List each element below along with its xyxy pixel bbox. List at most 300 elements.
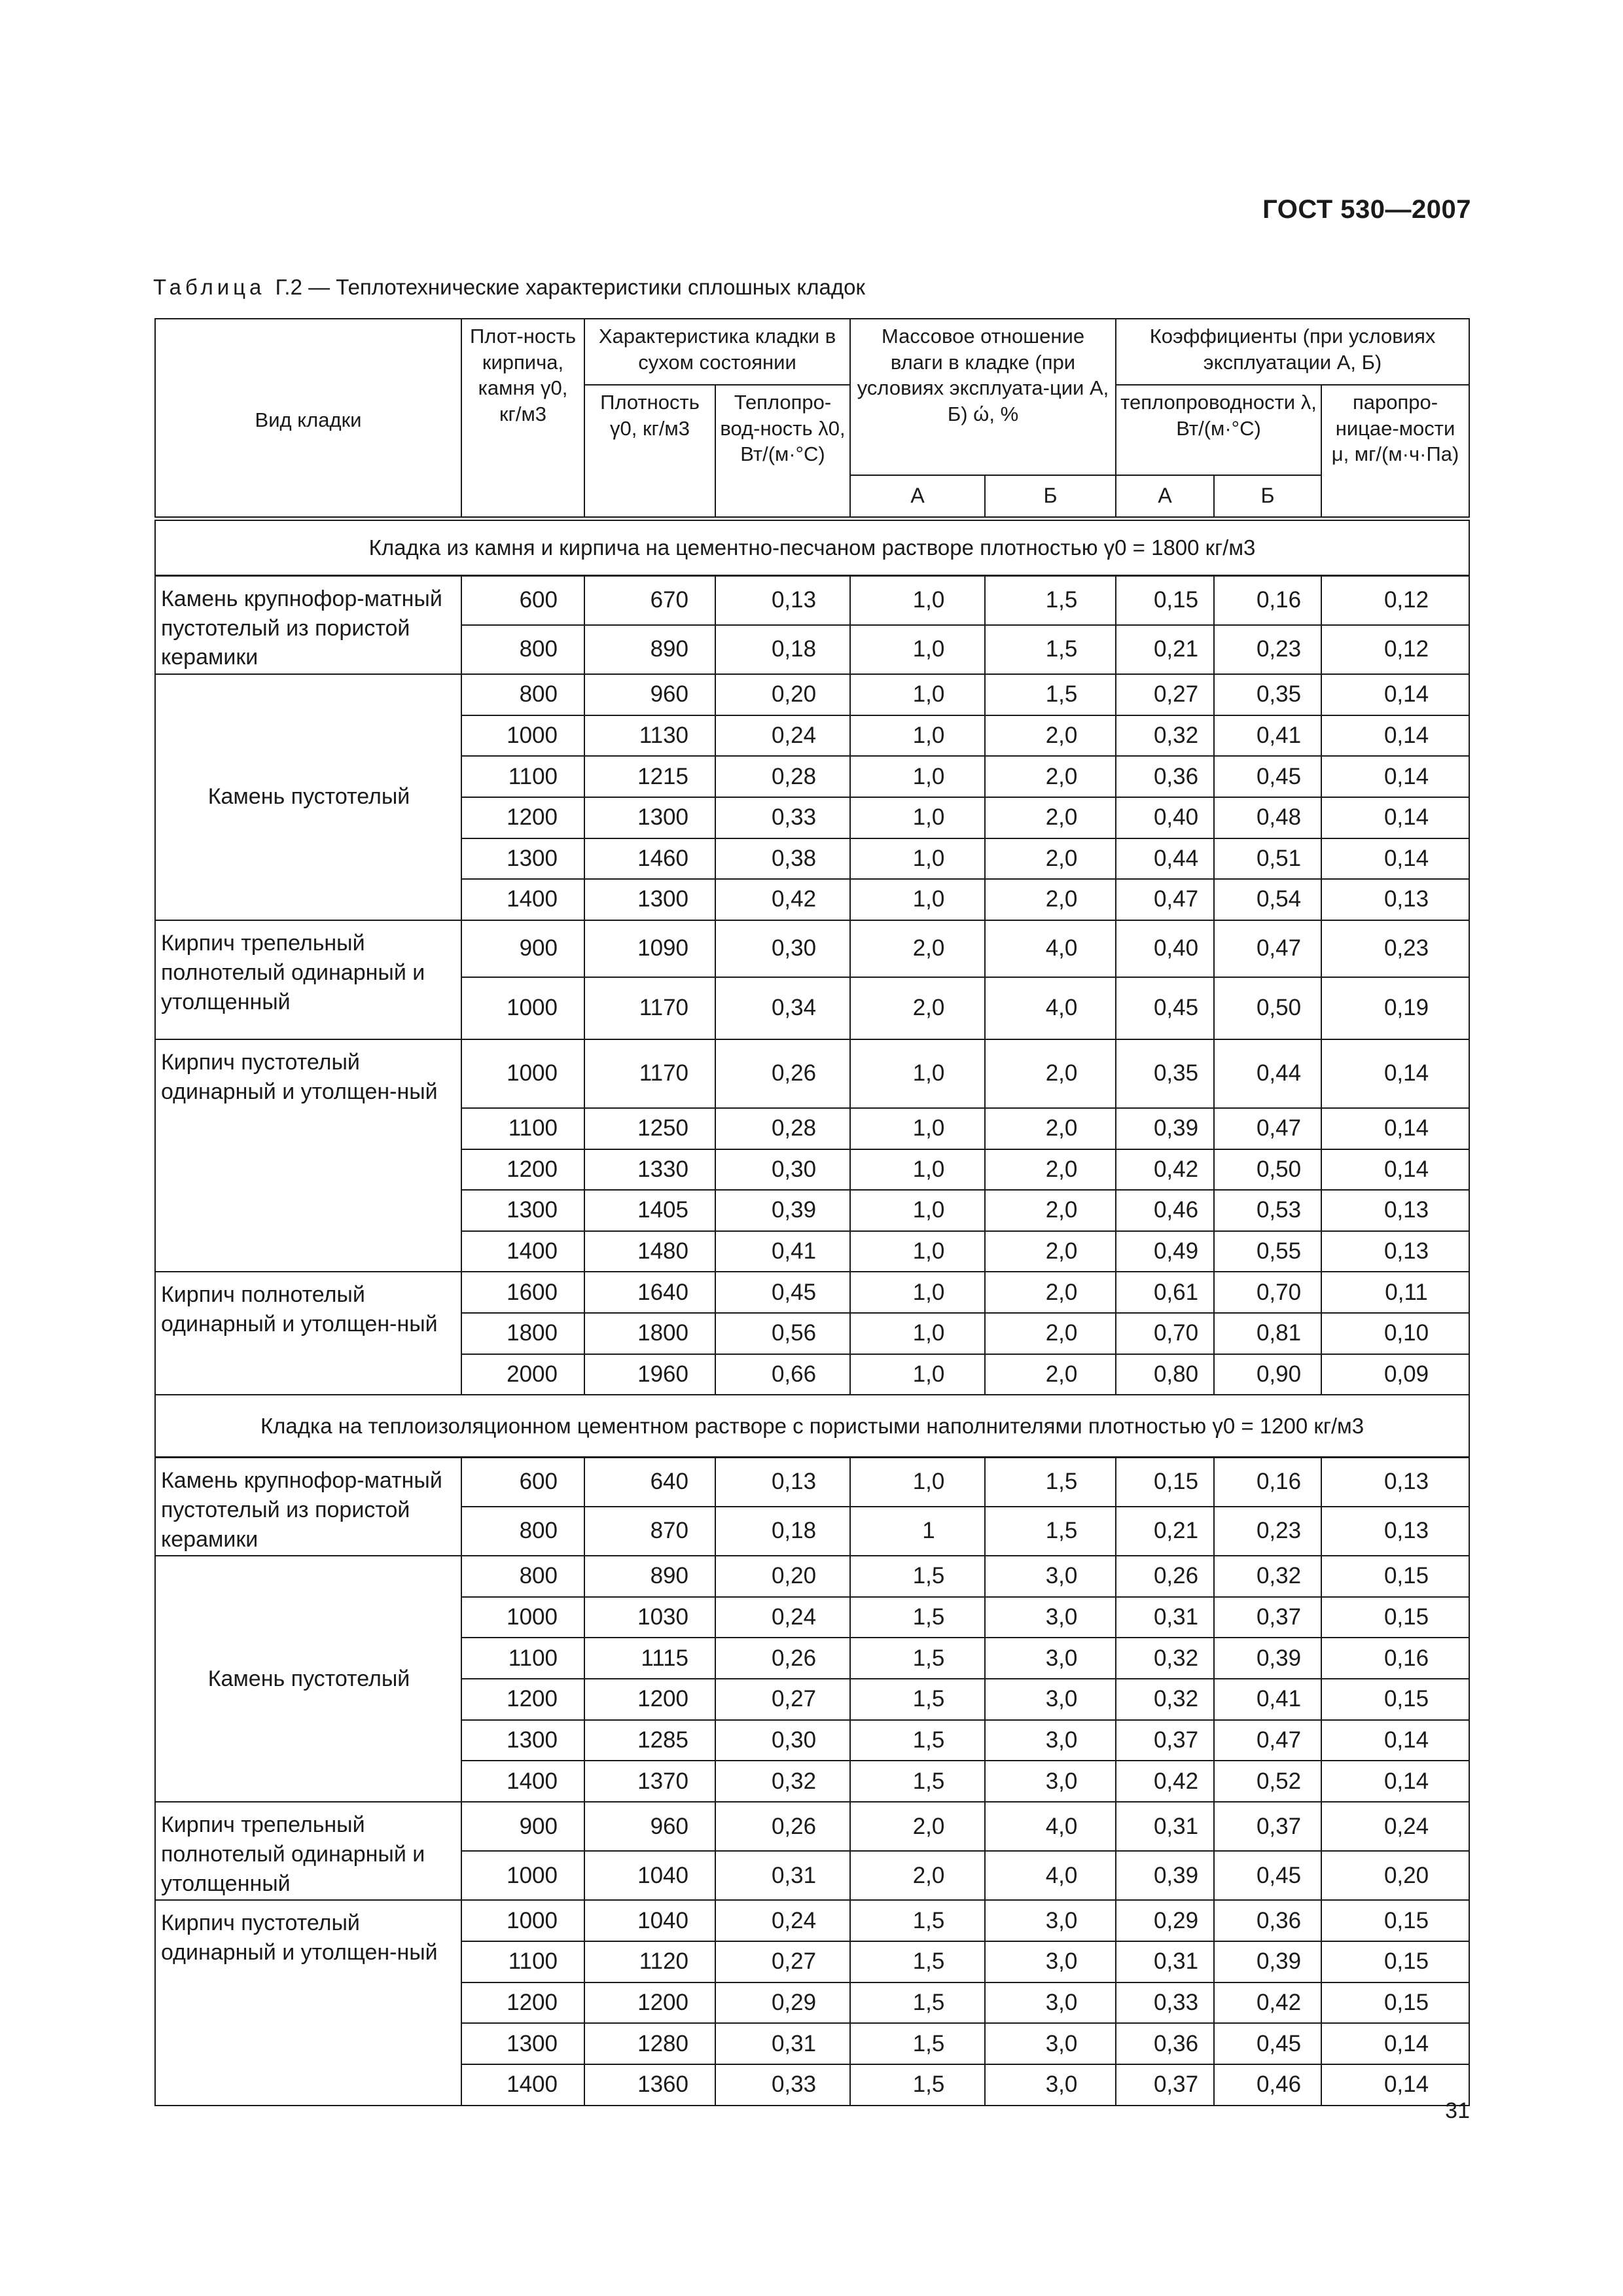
masonry-kind: Кирпич трепельный полнотелый одинарный и утолщенный	[155, 1802, 461, 1900]
header-dry-group: Характеристика кладки в сухом состоянии	[584, 319, 850, 385]
cell-dry-density: 1300	[584, 797, 715, 838]
cell-conductivity-a: 0,61	[1116, 1272, 1214, 1313]
cell-conductivity-a: 0,31	[1116, 1941, 1214, 1982]
cell-brick-density: 1100	[461, 756, 584, 797]
cell-vapor-permeability: 0,13	[1321, 879, 1469, 920]
cell-brick-density: 1400	[461, 1231, 584, 1272]
masonry-kind: Камень пустотелый	[155, 674, 461, 920]
cell-conductivity-b: 0,47	[1214, 1720, 1321, 1761]
cell-conductivity-a: 0,39	[1116, 1108, 1214, 1149]
masonry-kind: Камень пустотелый	[155, 1556, 461, 1802]
cell-vapor-permeability: 0,14	[1321, 756, 1469, 797]
cell-dry-conductivity: 0,27	[715, 1679, 850, 1720]
cell-conductivity-a: 0,80	[1116, 1354, 1214, 1395]
cell-dry-density: 870	[584, 1507, 715, 1556]
cell-dry-density: 1120	[584, 1941, 715, 1982]
header-dry-conductivity: Теплопро-вод-ность λ0, Вт/(м·°С)	[715, 385, 850, 518]
cell-vapor-permeability: 0,13	[1321, 1457, 1469, 1506]
cell-vapor-permeability: 0,13	[1321, 1190, 1469, 1231]
cell-conductivity-a: 0,26	[1116, 1556, 1214, 1597]
cell-dry-conductivity: 0,13	[715, 575, 850, 624]
cell-conductivity-a: 0,32	[1116, 715, 1214, 757]
cell-dry-conductivity: 0,45	[715, 1272, 850, 1313]
cell-brick-density: 1800	[461, 1313, 584, 1354]
cell-conductivity-a: 0,21	[1116, 1507, 1214, 1556]
cell-vapor-permeability: 0,14	[1321, 1108, 1469, 1149]
cell-brick-density: 1200	[461, 1679, 584, 1720]
cell-moisture-b: 1,5	[985, 625, 1116, 674]
cell-moisture-b: 4,0	[985, 920, 1116, 977]
cell-conductivity-a: 0,15	[1116, 1457, 1214, 1506]
cell-dry-density: 1370	[584, 1761, 715, 1802]
cell-dry-density: 1250	[584, 1108, 715, 1149]
cell-conductivity-a: 0,21	[1116, 625, 1214, 674]
header-dry-density: Плотность γ0, кг/м3	[584, 385, 715, 518]
cell-vapor-permeability: 0,15	[1321, 1900, 1469, 1941]
cell-vapor-permeability: 0,14	[1321, 715, 1469, 757]
cell-conductivity-a: 0,32	[1116, 1679, 1214, 1720]
cell-dry-density: 1360	[584, 2064, 715, 2106]
cell-brick-density: 1400	[461, 879, 584, 920]
table-caption-label: Таблица	[153, 275, 266, 299]
cell-conductivity-b: 0,47	[1214, 920, 1321, 977]
cell-brick-density: 1000	[461, 1039, 584, 1108]
cell-conductivity-a: 0,42	[1116, 1761, 1214, 1802]
cell-dry-conductivity: 0,33	[715, 2064, 850, 2106]
cell-dry-conductivity: 0,33	[715, 797, 850, 838]
masonry-kind: Камень крупнофор-матный пустотелый из пористой керамики	[155, 1457, 461, 1556]
section-row	[155, 1395, 1469, 1457]
cell-brick-density: 1400	[461, 1761, 584, 1802]
cell-moisture-b: 3,0	[985, 1982, 1116, 2024]
cell-moisture-b: 2,0	[985, 1272, 1116, 1313]
cell-dry-density: 890	[584, 625, 715, 674]
cell-moisture-a: 1,5	[850, 1761, 985, 1802]
cell-moisture-b: 3,0	[985, 1597, 1116, 1638]
cell-brick-density: 800	[461, 1556, 584, 1597]
cell-dry-conductivity: 0,66	[715, 1354, 850, 1395]
cell-brick-density: 1000	[461, 1597, 584, 1638]
cell-moisture-b: 3,0	[985, 1941, 1116, 1982]
cell-dry-density: 1090	[584, 920, 715, 977]
cell-conductivity-b: 0,41	[1214, 715, 1321, 757]
cell-moisture-b: 2,0	[985, 838, 1116, 880]
cell-conductivity-a: 0,27	[1116, 674, 1214, 715]
cell-moisture-a: 1,5	[850, 1638, 985, 1679]
cell-dry-density: 1280	[584, 2023, 715, 2064]
table-row	[155, 1802, 1469, 1851]
cell-brick-density: 800	[461, 1507, 584, 1556]
cell-conductivity-a: 0,36	[1116, 756, 1214, 797]
cell-conductivity-b: 0,16	[1214, 575, 1321, 624]
cell-conductivity-a: 0,37	[1116, 1720, 1214, 1761]
cell-conductivity-b: 0,45	[1214, 756, 1321, 797]
cell-dry-conductivity: 0,31	[715, 2023, 850, 2064]
cell-vapor-permeability: 0,14	[1321, 797, 1469, 838]
cell-brick-density: 1300	[461, 1190, 584, 1231]
cell-dry-conductivity: 0,26	[715, 1039, 850, 1108]
cell-dry-density: 1405	[584, 1190, 715, 1231]
header-kind: Вид кладки	[155, 319, 461, 518]
cell-dry-density: 670	[584, 575, 715, 624]
cell-vapor-permeability: 0,15	[1321, 1982, 1469, 2024]
cell-vapor-permeability: 0,16	[1321, 1638, 1469, 1679]
cell-conductivity-a: 0,47	[1116, 879, 1214, 920]
cell-dry-conductivity: 0,20	[715, 674, 850, 715]
thermal-characteristics-table	[154, 318, 1470, 2106]
cell-moisture-a: 2,0	[850, 1802, 985, 1851]
table-row	[155, 1457, 1469, 1506]
cell-conductivity-a: 0,49	[1116, 1231, 1214, 1272]
cell-moisture-a: 1,0	[850, 1149, 985, 1191]
cell-conductivity-a: 0,35	[1116, 1039, 1214, 1108]
cell-moisture-b: 2,0	[985, 797, 1116, 838]
cell-brick-density: 1000	[461, 1851, 584, 1900]
cell-dry-density: 1200	[584, 1982, 715, 2024]
cell-dry-conductivity: 0,27	[715, 1941, 850, 1982]
cell-brick-density: 1100	[461, 1108, 584, 1149]
cell-conductivity-b: 0,42	[1214, 1982, 1321, 2024]
cell-moisture-a: 1,0	[850, 797, 985, 838]
header-coefficient-group: Коэффициенты (при условиях эксплуатации А, Б)	[1116, 319, 1469, 385]
cell-dry-density: 1285	[584, 1720, 715, 1761]
cell-moisture-b: 1,5	[985, 1457, 1116, 1506]
cell-moisture-b: 3,0	[985, 2023, 1116, 2064]
page-number: 31	[1445, 2098, 1470, 2123]
cell-dry-density: 640	[584, 1457, 715, 1506]
cell-dry-conductivity: 0,32	[715, 1761, 850, 1802]
cell-dry-conductivity: 0,38	[715, 838, 850, 880]
cell-vapor-permeability: 0,20	[1321, 1851, 1469, 1900]
cell-moisture-b: 2,0	[985, 1354, 1116, 1395]
cell-conductivity-b: 0,50	[1214, 977, 1321, 1039]
cell-moisture-a: 1,0	[850, 838, 985, 880]
cell-moisture-a: 2,0	[850, 920, 985, 977]
cell-brick-density: 900	[461, 920, 584, 977]
section-row	[155, 518, 1469, 575]
cell-vapor-permeability: 0,12	[1321, 625, 1469, 674]
cell-brick-density: 1000	[461, 1900, 584, 1941]
cell-conductivity-a: 0,40	[1116, 797, 1214, 838]
cell-dry-density: 1030	[584, 1597, 715, 1638]
cell-conductivity-b: 0,23	[1214, 625, 1321, 674]
cell-conductivity-a: 0,44	[1116, 838, 1214, 880]
cell-conductivity-b: 0,36	[1214, 1900, 1321, 1941]
table-row	[155, 674, 1469, 715]
cell-vapor-permeability: 0,14	[1321, 2023, 1469, 2064]
cell-brick-density: 2000	[461, 1354, 584, 1395]
cell-moisture-b: 3,0	[985, 1556, 1116, 1597]
cell-dry-conductivity: 0,18	[715, 625, 850, 674]
table-row	[155, 1556, 1469, 1597]
cell-conductivity-a: 0,31	[1116, 1597, 1214, 1638]
cell-vapor-permeability: 0,15	[1321, 1597, 1469, 1638]
cell-vapor-permeability: 0,15	[1321, 1556, 1469, 1597]
cell-brick-density: 1200	[461, 797, 584, 838]
cell-brick-density: 1100	[461, 1941, 584, 1982]
cell-moisture-a: 1,0	[850, 575, 985, 624]
cell-conductivity-b: 0,45	[1214, 1851, 1321, 1900]
cell-conductivity-b: 0,46	[1214, 2064, 1321, 2106]
cell-conductivity-b: 0,50	[1214, 1149, 1321, 1191]
cell-moisture-b: 4,0	[985, 1851, 1116, 1900]
cell-dry-density: 960	[584, 674, 715, 715]
cell-dry-conductivity: 0,41	[715, 1231, 850, 1272]
cell-brick-density: 1000	[461, 715, 584, 757]
cell-conductivity-b: 0,37	[1214, 1597, 1321, 1638]
cell-moisture-a: 1,0	[850, 625, 985, 674]
cell-dry-conductivity: 0,24	[715, 1597, 850, 1638]
cell-moisture-b: 2,0	[985, 879, 1116, 920]
cell-moisture-a: 1,0	[850, 1272, 985, 1313]
cell-vapor-permeability: 0,15	[1321, 1941, 1469, 1982]
cell-moisture-b: 3,0	[985, 1761, 1116, 1802]
masonry-kind: Кирпич пустотелый одинарный и утолщен-ный	[155, 1900, 461, 2106]
cell-moisture-b: 3,0	[985, 2064, 1116, 2106]
cell-dry-conductivity: 0,28	[715, 1108, 850, 1149]
cell-brick-density: 1200	[461, 1982, 584, 2024]
cell-moisture-b: 2,0	[985, 1039, 1116, 1108]
cell-conductivity-b: 0,23	[1214, 1507, 1321, 1556]
cell-moisture-b: 2,0	[985, 756, 1116, 797]
cell-dry-conductivity: 0,56	[715, 1313, 850, 1354]
table-row	[155, 1039, 1469, 1108]
cell-conductivity-b: 0,48	[1214, 797, 1321, 838]
masonry-kind: Кирпич полнотелый одинарный и утолщен-ный	[155, 1272, 461, 1395]
cell-vapor-permeability: 0,14	[1321, 674, 1469, 715]
cell-moisture-a: 1,5	[850, 2023, 985, 2064]
cell-conductivity-b: 0,55	[1214, 1231, 1321, 1272]
cell-moisture-b: 1,5	[985, 575, 1116, 624]
cell-moisture-a: 1,5	[850, 1900, 985, 1941]
header-moisture-a: А	[850, 475, 985, 519]
table-caption	[153, 275, 865, 300]
cell-vapor-permeability: 0,14	[1321, 1720, 1469, 1761]
cell-vapor-permeability: 0,14	[1321, 2064, 1469, 2106]
cell-conductivity-a: 0,29	[1116, 1900, 1214, 1941]
cell-conductivity-a: 0,32	[1116, 1638, 1214, 1679]
cell-dry-density: 1300	[584, 879, 715, 920]
header-moisture-group: Массовое отношение влаги в кладке (при условиях эксплуата-ции А, Б) ώ, %	[850, 319, 1116, 475]
table-row	[155, 920, 1469, 977]
cell-dry-density: 1200	[584, 1679, 715, 1720]
cell-brick-density: 1400	[461, 2064, 584, 2106]
cell-vapor-permeability: 0,14	[1321, 1039, 1469, 1108]
header-conductivity: теплопроводности λ, Вт/(м·°С)	[1116, 385, 1321, 475]
cell-brick-density: 600	[461, 1457, 584, 1506]
cell-conductivity-a: 0,45	[1116, 977, 1214, 1039]
cell-dry-conductivity: 0,39	[715, 1190, 850, 1231]
cell-moisture-a: 2,0	[850, 1851, 985, 1900]
cell-conductivity-a: 0,39	[1116, 1851, 1214, 1900]
header-vapor-permeability: паропро-ницае-мости μ, мг/(м·ч·Па)	[1321, 385, 1469, 518]
cell-vapor-permeability: 0,15	[1321, 1679, 1469, 1720]
header-conductivity-a: А	[1116, 475, 1214, 519]
cell-conductivity-b: 0,16	[1214, 1457, 1321, 1506]
cell-conductivity-a: 0,46	[1116, 1190, 1214, 1231]
cell-conductivity-a: 0,36	[1116, 2023, 1214, 2064]
cell-dry-conductivity: 0,30	[715, 1720, 850, 1761]
table-row	[155, 1272, 1469, 1313]
cell-dry-density: 1480	[584, 1231, 715, 1272]
cell-dry-density: 1215	[584, 756, 715, 797]
cell-conductivity-b: 0,44	[1214, 1039, 1321, 1108]
cell-conductivity-b: 0,45	[1214, 2023, 1321, 2064]
cell-conductivity-b: 0,39	[1214, 1941, 1321, 1982]
section-title: Кладка из камня и кирпича на цементно-песчаном растворе плотностью γ0 = 1800 кг/м3	[155, 518, 1469, 575]
cell-brick-density: 600	[461, 575, 584, 624]
cell-moisture-a: 1,5	[850, 1679, 985, 1720]
cell-conductivity-a: 0,15	[1116, 575, 1214, 624]
cell-vapor-permeability: 0,09	[1321, 1354, 1469, 1395]
cell-dry-conductivity: 0,20	[715, 1556, 850, 1597]
cell-moisture-a: 1,0	[850, 1231, 985, 1272]
cell-dry-conductivity: 0,29	[715, 1982, 850, 2024]
cell-moisture-a: 1,5	[850, 1556, 985, 1597]
cell-moisture-b: 2,0	[985, 1108, 1116, 1149]
cell-brick-density: 1300	[461, 838, 584, 880]
cell-conductivity-b: 0,39	[1214, 1638, 1321, 1679]
cell-moisture-b: 3,0	[985, 1679, 1116, 1720]
cell-dry-conductivity: 0,34	[715, 977, 850, 1039]
cell-moisture-a: 1,0	[850, 1313, 985, 1354]
cell-conductivity-a: 0,42	[1116, 1149, 1214, 1191]
cell-moisture-b: 3,0	[985, 1900, 1116, 1941]
masonry-kind: Камень крупнофор-матный пустотелый из пористой керамики	[155, 575, 461, 674]
header-brick-density: Плот-ность кирпича, камня γ0, кг/м3	[461, 319, 584, 518]
cell-conductivity-b: 0,54	[1214, 879, 1321, 920]
cell-dry-conductivity: 0,28	[715, 756, 850, 797]
masonry-kind: Кирпич трепельный полнотелый одинарный и утолщенный	[155, 920, 461, 1039]
cell-brick-density: 1300	[461, 2023, 584, 2064]
cell-conductivity-b: 0,81	[1214, 1313, 1321, 1354]
cell-dry-density: 1115	[584, 1638, 715, 1679]
cell-moisture-a: 1,0	[850, 756, 985, 797]
cell-moisture-b: 1,5	[985, 1507, 1116, 1556]
table-row	[155, 575, 1469, 624]
table-row	[155, 1900, 1469, 1941]
cell-conductivity-a: 0,70	[1116, 1313, 1214, 1354]
cell-dry-conductivity: 0,26	[715, 1802, 850, 1851]
cell-moisture-b: 4,0	[985, 977, 1116, 1039]
cell-vapor-permeability: 0,14	[1321, 1761, 1469, 1802]
cell-moisture-a: 1,5	[850, 1597, 985, 1638]
document-code: ГОСТ 530—2007	[1262, 195, 1471, 224]
cell-dry-conductivity: 0,24	[715, 1900, 850, 1941]
cell-vapor-permeability: 0,13	[1321, 1231, 1469, 1272]
cell-dry-density: 1960	[584, 1354, 715, 1395]
cell-dry-conductivity: 0,30	[715, 1149, 850, 1191]
cell-moisture-b: 4,0	[985, 1802, 1116, 1851]
cell-conductivity-b: 0,51	[1214, 838, 1321, 880]
cell-moisture-a: 1,0	[850, 1108, 985, 1149]
cell-brick-density: 800	[461, 625, 584, 674]
cell-moisture-a: 1,0	[850, 1354, 985, 1395]
cell-dry-conductivity: 0,24	[715, 715, 850, 757]
cell-moisture-a: 2,0	[850, 977, 985, 1039]
cell-vapor-permeability: 0,24	[1321, 1802, 1469, 1851]
cell-dry-density: 890	[584, 1556, 715, 1597]
cell-vapor-permeability: 0,19	[1321, 977, 1469, 1039]
cell-vapor-permeability: 0,12	[1321, 575, 1469, 624]
cell-dry-conductivity: 0,42	[715, 879, 850, 920]
header-moisture-b: Б	[985, 475, 1116, 519]
cell-brick-density: 1000	[461, 977, 584, 1039]
cell-dry-density: 1130	[584, 715, 715, 757]
cell-conductivity-a: 0,31	[1116, 1802, 1214, 1851]
cell-dry-density: 960	[584, 1802, 715, 1851]
cell-conductivity-b: 0,70	[1214, 1272, 1321, 1313]
cell-moisture-a: 1,5	[850, 1941, 985, 1982]
cell-moisture-a: 1,0	[850, 674, 985, 715]
cell-dry-density: 1800	[584, 1313, 715, 1354]
cell-vapor-permeability: 0,11	[1321, 1272, 1469, 1313]
cell-moisture-b: 2,0	[985, 1231, 1116, 1272]
cell-conductivity-a: 0,37	[1116, 2064, 1214, 2106]
cell-moisture-a: 1,0	[850, 715, 985, 757]
cell-moisture-a: 1,0	[850, 1190, 985, 1231]
cell-brick-density: 800	[461, 674, 584, 715]
cell-moisture-b: 2,0	[985, 1313, 1116, 1354]
cell-moisture-a: 1,0	[850, 1039, 985, 1108]
cell-dry-conductivity: 0,13	[715, 1457, 850, 1506]
cell-moisture-b: 2,0	[985, 1190, 1116, 1231]
cell-dry-density: 1170	[584, 1039, 715, 1108]
cell-dry-density: 1640	[584, 1272, 715, 1313]
cell-dry-conductivity: 0,26	[715, 1638, 850, 1679]
cell-conductivity-a: 0,33	[1116, 1982, 1214, 2024]
cell-brick-density: 1600	[461, 1272, 584, 1313]
cell-moisture-b: 2,0	[985, 1149, 1116, 1191]
cell-conductivity-b: 0,32	[1214, 1556, 1321, 1597]
masonry-kind: Кирпич пустотелый одинарный и утолщен-ный	[155, 1039, 461, 1272]
cell-moisture-b: 2,0	[985, 715, 1116, 757]
cell-moisture-b: 1,5	[985, 674, 1116, 715]
cell-conductivity-b: 0,35	[1214, 674, 1321, 715]
cell-brick-density: 1300	[461, 1720, 584, 1761]
cell-conductivity-b: 0,90	[1214, 1354, 1321, 1395]
cell-conductivity-a: 0,40	[1116, 920, 1214, 977]
cell-dry-density: 1040	[584, 1900, 715, 1941]
cell-dry-density: 1460	[584, 838, 715, 880]
cell-conductivity-b: 0,41	[1214, 1679, 1321, 1720]
cell-moisture-a: 1	[850, 1507, 985, 1556]
cell-dry-conductivity: 0,30	[715, 920, 850, 977]
cell-vapor-permeability: 0,13	[1321, 1507, 1469, 1556]
cell-dry-conductivity: 0,18	[715, 1507, 850, 1556]
cell-moisture-a: 1,0	[850, 1457, 985, 1506]
cell-moisture-a: 1,5	[850, 2064, 985, 2106]
cell-moisture-b: 3,0	[985, 1638, 1116, 1679]
cell-moisture-a: 1,5	[850, 1982, 985, 2024]
cell-vapor-permeability: 0,14	[1321, 838, 1469, 880]
cell-moisture-a: 1,5	[850, 1720, 985, 1761]
cell-conductivity-b: 0,53	[1214, 1190, 1321, 1231]
cell-conductivity-b: 0,47	[1214, 1108, 1321, 1149]
cell-conductivity-b: 0,37	[1214, 1802, 1321, 1851]
cell-vapor-permeability: 0,14	[1321, 1149, 1469, 1191]
section-title: Кладка на теплоизоляционном цементном растворе с пористыми наполнителями плотностью γ0 = 1200 кг/м3	[155, 1395, 1469, 1457]
cell-brick-density: 900	[461, 1802, 584, 1851]
cell-dry-density: 1170	[584, 977, 715, 1039]
cell-brick-density: 1200	[461, 1149, 584, 1191]
cell-dry-density: 1330	[584, 1149, 715, 1191]
header-conductivity-b: Б	[1214, 475, 1321, 519]
cell-conductivity-b: 0,52	[1214, 1761, 1321, 1802]
table-caption-text: Г.2 — Теплотехнические характеристики сплошных кладок	[275, 275, 865, 299]
cell-brick-density: 1100	[461, 1638, 584, 1679]
cell-moisture-b: 3,0	[985, 1720, 1116, 1761]
